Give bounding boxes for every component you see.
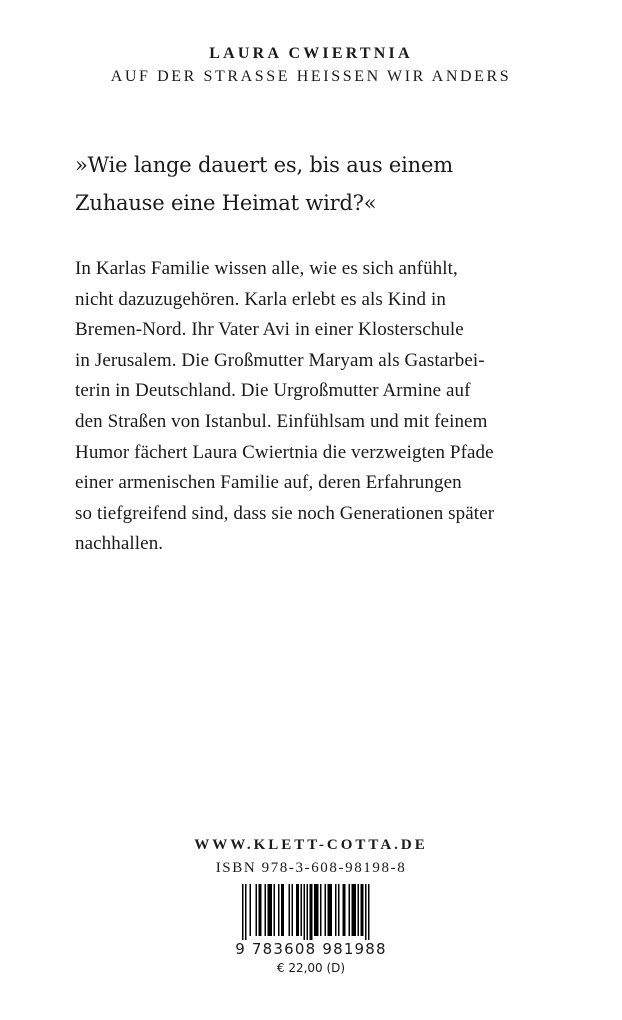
barcode-bar	[242, 884, 244, 940]
blurb-line: den Straßen von Istanbul. Einfühlsam und mit feinem	[75, 410, 488, 432]
publisher-website: WWW.KLETT-COTTA.DE	[194, 837, 428, 853]
blurb-line: Humor fächert Laura Cwiertnia die verzweigten Pfade	[75, 441, 494, 463]
publisher-footer	[0, 835, 622, 878]
barcode-bar	[281, 884, 284, 936]
price-label: € 22,00 (D)	[276, 961, 346, 975]
barcode-bar	[278, 884, 280, 936]
barcode-bar	[314, 884, 319, 936]
barcode-bar	[265, 884, 267, 936]
barcode-bar	[307, 884, 309, 940]
barcode-bar	[349, 884, 351, 936]
barcode-bar	[268, 884, 273, 936]
isbn-number: ISBN 978-3-608-98198-8	[215, 860, 407, 876]
author-name: LAURA CWIERTNIA	[209, 45, 413, 62]
blurb-line: einer armenischen Familie auf, deren Erfahrungen	[75, 472, 462, 494]
blurb-line: nicht dazuzugehören. Karla erlebt es als Kind in	[75, 288, 446, 310]
pull-quote-line: »Wie lange dauert es, bis aus einem	[75, 153, 453, 177]
pull-quote	[75, 146, 575, 222]
barcode-bar	[325, 884, 327, 936]
pull-quote-line: Zuhause eine Heimat wird?«	[75, 191, 377, 215]
barcode-bar	[368, 884, 370, 940]
blurb-line: so tiefgreifend sind, dass sie noch Generationen später	[75, 502, 495, 524]
barcode-bar	[343, 884, 346, 936]
barcode-bar	[365, 884, 367, 940]
barcode-bar	[250, 884, 252, 936]
barcode-bar	[245, 884, 247, 940]
barcode-bar	[259, 884, 262, 936]
barcode-bar	[320, 884, 322, 936]
blurb-text	[75, 254, 595, 560]
blurb-line: In Karlas Familie wissen alle, wie es sich anfühlt,	[75, 258, 458, 279]
barcode-bar	[256, 884, 258, 936]
cover-header	[0, 44, 622, 87]
barcode-digits: 9 783608 981988	[235, 940, 387, 958]
barcode-bar	[358, 884, 360, 936]
blurb-line: Bremen-Nord. Ihr Vater Avi in einer Klosterschule	[75, 319, 464, 341]
barcode-bar	[274, 884, 276, 936]
barcode-bar	[292, 884, 294, 936]
barcode-bar	[352, 884, 357, 936]
barcode-bar	[335, 884, 337, 936]
blurb-line: in Jerusalem. Die Großmutter Maryam als Gastarbei-	[75, 349, 485, 371]
barcode-bar	[304, 884, 306, 940]
blurb-line: nachhallen.	[75, 533, 164, 555]
barcode-bar	[338, 884, 340, 936]
barcode-bar	[328, 884, 333, 936]
barcode-bar	[301, 884, 303, 936]
barcode-bar	[289, 884, 291, 936]
barcode-bars	[236, 884, 386, 940]
barcode-bar	[310, 884, 313, 940]
blurb-line: terin in Deutschland. Die Urgroßmutter Armine auf	[75, 380, 471, 402]
book-title: AUF DER STRASSE HEISSEN WIR ANDERS	[110, 68, 512, 85]
barcode-bar	[296, 884, 299, 936]
barcode-bar	[361, 884, 364, 936]
